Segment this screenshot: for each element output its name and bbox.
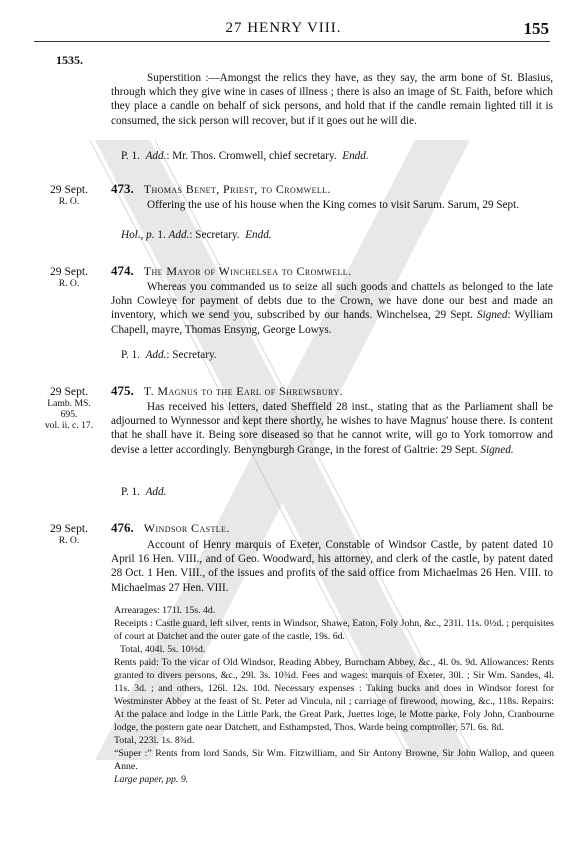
running-title: 27 HENRY VIII. bbox=[225, 20, 342, 36]
entry-473-text: Offering the use of his house when the King comes to visit Sarum. Sarum, 29 Sept. bbox=[147, 199, 520, 211]
source-line-3: vol. ii. c. 17. bbox=[44, 420, 94, 431]
account-line: Total, 404l. 5s. 10½d. bbox=[120, 644, 206, 655]
source-line-1: Lamb. MS. bbox=[47, 398, 91, 409]
entry-476-accounts bbox=[114, 604, 554, 786]
entry-title: T. Magnus to the Earl of Shrewsbury. bbox=[143, 384, 343, 398]
entry-474-meta bbox=[121, 349, 217, 361]
address-text: : Secretary. bbox=[166, 349, 217, 361]
address-label: Add. bbox=[145, 150, 167, 162]
date-label: 29 Sept. bbox=[49, 385, 88, 398]
address-label: Add. bbox=[145, 486, 167, 498]
entry-number: 475. bbox=[111, 383, 134, 398]
source-line-2: 695. bbox=[60, 409, 78, 420]
entry-number: 476. bbox=[111, 520, 134, 535]
entry-473-date bbox=[30, 183, 108, 207]
entry-475-text bbox=[111, 400, 553, 457]
endorsed-note: Endd. bbox=[342, 150, 369, 162]
entry-476-footer: Large paper, pp. 9. bbox=[114, 774, 189, 785]
account-line: Arrearages: 171l. 15s. 4d. bbox=[114, 605, 216, 616]
entry-title: Windsor Castle. bbox=[143, 521, 230, 535]
entry-475-heading bbox=[111, 383, 343, 399]
account-line: “Super :” Rents from lord Sands, Sir Wm. Fitzwilliam, and Sir Antony Browne, Sir John Wallop, and queen Anne. bbox=[114, 748, 554, 772]
endorsed-note: Endd. bbox=[245, 229, 272, 241]
account-line: Rents paid: To the vicar of Old Windsor, Reading Abbey, Burncham Abbey, &c., 4l. 0s. 9d. Allowances: Rents granted to divers persons, &c., 29l. 3s. 10¾d. Fees and wages: marquis of Exeter, 30l. ; Sir Wm. Sandes, 4l. 11s. 3d. ; and others, 126l. 12s. 10d. Necessary expenses : Taking bucks and does in Windsor forest for Westminster Abbey at the feast of St. Peter ad Vincula, nil ; carriage of firewood, mowing, &c., 118s. Repairs: At the palace and lodge in the Little Park, the Great Park, Juettes loge, le Motte parke, Foly John, Cranbourne lodge, the postern gate near Datchett, and Esthampsted, Thos. Warde being comptroller, 57l. 6s. 8d. bbox=[114, 657, 554, 733]
holograph-note: Hol., p. bbox=[121, 229, 155, 241]
entry-474-heading bbox=[111, 263, 352, 279]
source-label: R. O. bbox=[58, 535, 80, 546]
signatories: : Wylliam Chapell, mayre, Thomas Ensyng, George Lowys. bbox=[111, 309, 553, 336]
date-label: 29 Sept. bbox=[49, 522, 88, 535]
entry-title: The Mayor of Winchelsea to Cromwell. bbox=[143, 264, 352, 278]
date-label: 29 Sept. bbox=[49, 265, 88, 278]
account-line: Receipts : Castle guard, left silver, rents in Windsor, Shawe, Eaton, Foly John, &c., 231l. 11s. 0½d. ; perquisites of court at Datchet and the outer gate of the castle, 19s. 6d. bbox=[114, 618, 554, 642]
entry-475-date bbox=[30, 385, 108, 431]
entry-473-heading bbox=[111, 181, 331, 197]
address-label: Add. bbox=[168, 229, 190, 241]
signed-label: Signed bbox=[477, 309, 508, 322]
entry-476-date bbox=[30, 522, 108, 546]
entry-body: Whereas you commanded us to seize all such goods and chattels as belonged to the late John Cowleye for payment of debts due to the Crown, we have done our best and made an inventory, which we send you, subscribed by our hands. Winchelsea, 29 Sept. bbox=[111, 281, 553, 322]
pages-note: P. 1. bbox=[121, 150, 140, 162]
pages-note: P. 1. bbox=[121, 349, 140, 361]
signed-note: Signed. bbox=[480, 443, 514, 456]
entry-title: Thomas Benet, Priest, to Cromwell. bbox=[143, 182, 331, 196]
entry-body: Has received his letters, dated Sheffield 28 inst., stating that as the Parliament shall be adjourned to Wynnessor and kept there shortly, he wishes to have Magnus' house there. Is content that he shall have it. Being sore diseased so that he cannot write, will go to York tomorrow and devise a letter accordingly. Benyngburgh Grange, in the forest of Galtrie: 29 Sept. bbox=[111, 401, 553, 456]
header-rule bbox=[34, 41, 550, 42]
pages-note: P. 1. bbox=[121, 486, 140, 498]
date-label: 29 Sept. bbox=[49, 183, 88, 196]
entry-476-text: Account of Henry marquis of Exeter, Constable of Windsor Castle, by patent dated 10 April 16 Hen. VIII., and of Geo. Woodward, his attorney, and clerk of the castle, by patent dated 28 Oct. 1 Hen. VIII., of the issues and profits of the said office from Michaelmas 26 Hen. VIII. to Michaelmas 27 Hen. VIII. bbox=[111, 539, 553, 594]
continued-entry-meta bbox=[121, 150, 369, 162]
entry-474-date bbox=[30, 265, 108, 289]
address-text: : Secretary. bbox=[189, 229, 240, 241]
entry-number: 473. bbox=[111, 181, 134, 196]
account-line: Total, 223l. 1s. 8¾d. bbox=[114, 735, 195, 746]
entry-476-heading bbox=[111, 520, 230, 536]
pages-count: 1. bbox=[154, 229, 169, 241]
address-text: : Mr. Thos. Cromwell, chief secretary. bbox=[166, 150, 337, 162]
entry-475-meta bbox=[121, 486, 166, 498]
source-label: R. O. bbox=[58, 196, 80, 207]
source-label: R. O. bbox=[58, 278, 80, 289]
page-number: 155 bbox=[523, 19, 549, 38]
year-label: 1535. bbox=[56, 53, 83, 67]
entry-473-meta bbox=[121, 229, 272, 241]
entry-474-text bbox=[111, 280, 553, 337]
entry-number: 474. bbox=[111, 263, 134, 278]
continued-entry-text: Superstition :—Amongst the relics they have, as they say, the arm bone of St. Blasius, through which they give wine in cases of illness ; there is also an image of St. Faith, before which they place a candle on behalf of sick persons, and hold that if the candle remain lighted till it is consumed, the sick person will recover, but if it goes out he will die. bbox=[111, 72, 553, 127]
address-label: Add. bbox=[145, 349, 167, 361]
